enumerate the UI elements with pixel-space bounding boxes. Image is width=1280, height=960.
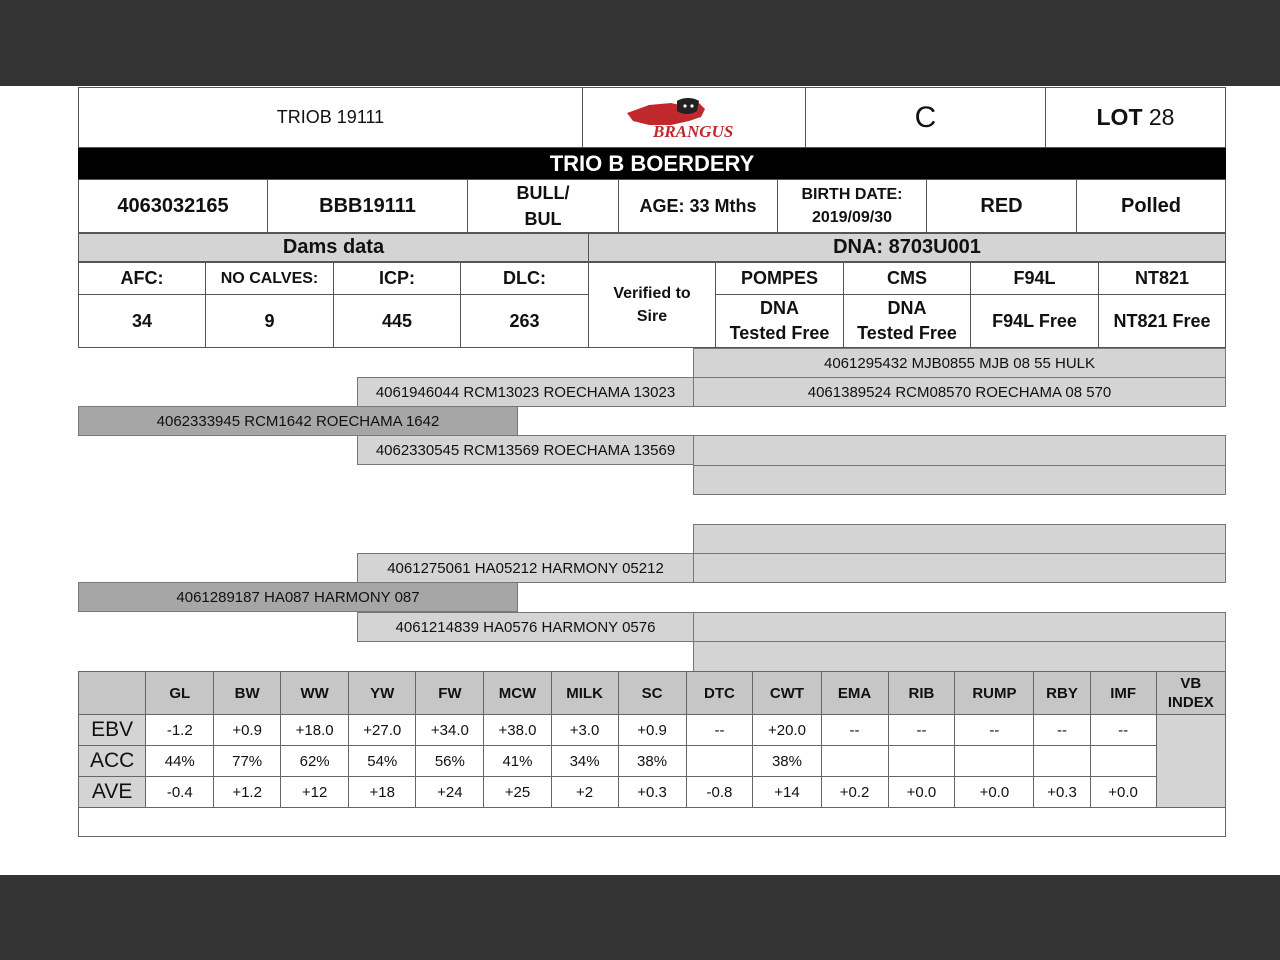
animal-sex: BULL/ BUL	[467, 179, 619, 233]
dams-title: Dams data	[78, 233, 589, 262]
dams-value-dlc: 263	[460, 294, 589, 348]
bottom-frame	[0, 875, 1280, 960]
ebv-cell	[686, 746, 753, 777]
pedigree-sd-sire	[693, 435, 1226, 466]
ebv-cell: +18	[349, 777, 416, 808]
dams-value-icp: 445	[333, 294, 461, 348]
pedigree-sire-dam: 4062330545 RCM13569 ROECHAMA 13569	[357, 435, 694, 465]
ebv-cell: +38.0	[484, 715, 551, 746]
ebv-cell: +18.0	[281, 715, 349, 746]
breeder-name: TRIO B BOERDERY	[78, 148, 1226, 179]
ebv-header-vb-index: VB INDEX	[1156, 672, 1225, 715]
ebv-cell: --	[1034, 715, 1090, 746]
ebv-cell: -0.4	[146, 777, 214, 808]
horn-status: Polled	[1076, 179, 1226, 233]
pedigree-ss-sire: 4061295432 MJB0855 MJB 08 55 HULK	[693, 348, 1226, 378]
ebv-header-mcw: MCW	[484, 672, 551, 715]
dna-test-f94l: F94L	[970, 262, 1099, 295]
ebv-header-ema: EMA	[821, 672, 888, 715]
ebv-header-cwt: CWT	[753, 672, 821, 715]
ebv-header-imf: IMF	[1090, 672, 1156, 715]
ebv-header-blank	[79, 672, 146, 715]
ebv-header-bw: BW	[214, 672, 281, 715]
ebv-row-label: EBV	[79, 715, 146, 746]
ebv-cell: +24	[416, 777, 484, 808]
ebv-cell: 34%	[551, 746, 618, 777]
ebv-header-gl: GL	[146, 672, 214, 715]
ebv-cell: +0.9	[214, 715, 281, 746]
lot	[1045, 87, 1226, 148]
ebv-cell: +3.0	[551, 715, 618, 746]
birth-date: BIRTH DATE: 2019/09/30	[777, 179, 927, 233]
ebv-cell: +0.0	[1090, 777, 1156, 808]
ebv-header-milk: MILK	[551, 672, 618, 715]
dna-result-cms: DNA Tested Free	[843, 294, 971, 348]
ebv-cell: +20.0	[753, 715, 821, 746]
ebv-header-fw: FW	[416, 672, 484, 715]
animal-code: TRIOB 19111	[78, 87, 583, 148]
ebv-cell: 41%	[484, 746, 551, 777]
bull-logo-icon	[619, 95, 769, 141]
ebv-cell: +0.0	[888, 777, 955, 808]
pedigree-sire-sire: 4061946044 RCM13023 ROECHAMA 13023	[357, 377, 694, 407]
pedigree-sd-dam	[693, 465, 1226, 495]
dna-test-pompes: POMPES	[715, 262, 844, 295]
ebv-header-ww: WW	[281, 672, 349, 715]
dna-result-f94l: F94L Free	[970, 294, 1099, 348]
pedigree-dd-dam	[693, 641, 1226, 672]
pedigree-dam-sire: 4061275061 HA05212 HARMONY 05212	[357, 553, 694, 583]
ebv-cell: -0.8	[686, 777, 753, 808]
ebv-cell	[1090, 746, 1156, 777]
lot-label: LOT	[1096, 104, 1143, 130]
ebv-cell: +0.2	[821, 777, 888, 808]
ebv-cell: +2	[551, 777, 618, 808]
ebv-cell: +1.2	[214, 777, 281, 808]
dams-value-afc: 34	[78, 294, 206, 348]
ebv-cell	[888, 746, 955, 777]
dna-test-nt821: NT821	[1098, 262, 1226, 295]
animal-tag: BBB19111	[267, 179, 468, 233]
pedigree-ds-sire	[693, 524, 1226, 554]
ebv-cell: +25	[484, 777, 551, 808]
ebv-cell: 44%	[146, 746, 214, 777]
svg-text:BRANGUS: BRANGUS	[653, 121, 734, 141]
ebv-header-rump: RUMP	[955, 672, 1034, 715]
dna-title: DNA: 8703U001	[588, 233, 1226, 262]
pedigree-ss-dam: 4061389524 RCM08570 ROECHAMA 08 570	[693, 377, 1226, 407]
ebv-cell: 38%	[753, 746, 821, 777]
ebv-cell: --	[1090, 715, 1156, 746]
ebv-cell: 62%	[281, 746, 349, 777]
ebv-cell: 38%	[618, 746, 686, 777]
ebv-row-label: ACC	[79, 746, 146, 777]
ebv-footer-row	[79, 808, 1226, 837]
ebv-cell: --	[821, 715, 888, 746]
ebv-cell: +14	[753, 777, 821, 808]
animal-id: 4063032165	[78, 179, 268, 233]
ebv-header-sc: SC	[618, 672, 686, 715]
dams-label-afc: AFC:	[78, 262, 206, 295]
dna-result-nt821: NT821 Free	[1098, 294, 1226, 348]
ebv-cell: --	[955, 715, 1034, 746]
ebv-cell: +34.0	[416, 715, 484, 746]
ebv-cell	[821, 746, 888, 777]
ebv-header-row	[79, 672, 1226, 715]
ebv-cell: +12	[281, 777, 349, 808]
ebv-table	[78, 671, 1226, 837]
animal-color: RED	[926, 179, 1077, 233]
lot-number: 28	[1148, 104, 1175, 130]
ebv-cell: 56%	[416, 746, 484, 777]
pedigree-dam: 4061289187 HA087 HARMONY 087	[78, 582, 518, 612]
vb-index-value	[1156, 715, 1225, 808]
dams-label-icp: ICP:	[333, 262, 461, 295]
ebv-cell: --	[888, 715, 955, 746]
ebv-cell: +27.0	[349, 715, 416, 746]
ebv-cell: 77%	[214, 746, 281, 777]
ebv-footer-blank	[79, 808, 1226, 837]
pedigree-dam-dam: 4061214839 HA0576 HARMONY 0576	[357, 612, 694, 642]
dams-label-dlc: DLC:	[460, 262, 589, 295]
dna-test-cms: CMS	[843, 262, 971, 295]
ebv-cell: +0.3	[1034, 777, 1090, 808]
ebv-cell: +0.9	[618, 715, 686, 746]
pedigree-ds-dam	[693, 553, 1226, 583]
ebv-cell: -1.2	[146, 715, 214, 746]
ebv-header-rby: RBY	[1034, 672, 1090, 715]
dna-verified: Verified to Sire	[588, 262, 716, 348]
ebv-row-label: AVE	[79, 777, 146, 808]
ebv-cell	[955, 746, 1034, 777]
grade: C	[805, 87, 1046, 148]
animal-age: AGE: 33 Mths	[618, 179, 778, 233]
dams-value-calves: 9	[205, 294, 334, 348]
dna-result-pompes: DNA Tested Free	[715, 294, 844, 348]
ebv-header-rib: RIB	[888, 672, 955, 715]
ebv-cell: --	[686, 715, 753, 746]
ebv-header-yw: YW	[349, 672, 416, 715]
brangus-logo	[582, 87, 806, 148]
ebv-cell: +0.0	[955, 777, 1034, 808]
pedigree-dd-sire	[693, 612, 1226, 642]
ebv-row-ebv	[79, 715, 1226, 746]
ebv-header-dtc: DTC	[686, 672, 753, 715]
ebv-row-acc	[79, 746, 1226, 777]
pedigree-sire: 4062333945 RCM1642 ROECHAMA 1642	[78, 406, 518, 436]
ebv-cell: +0.3	[618, 777, 686, 808]
ebv-cell	[1034, 746, 1090, 777]
top-frame	[0, 0, 1280, 86]
ebv-row-ave	[79, 777, 1226, 808]
dams-label-calves: NO CALVES:	[205, 262, 334, 295]
ebv-cell: 54%	[349, 746, 416, 777]
